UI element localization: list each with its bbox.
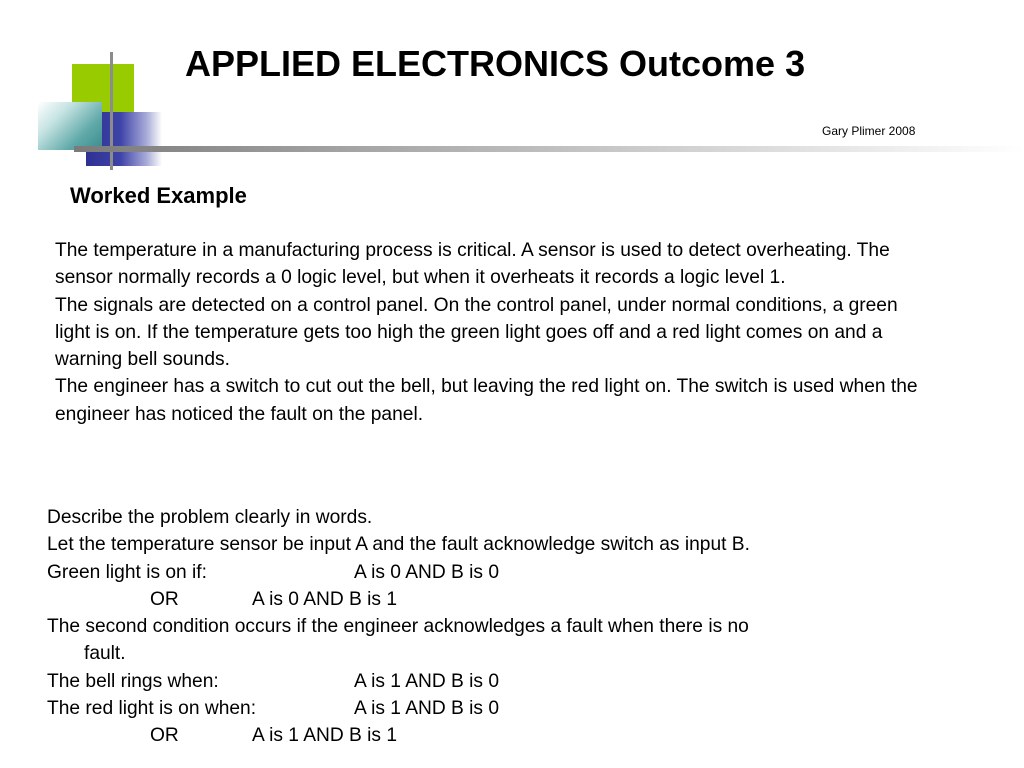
second-condition-continuation: fault. [84, 643, 126, 665]
description-intro: Describe the problem clearly in words. [47, 507, 373, 528]
red-light-label: The red light is on when: [47, 698, 257, 720]
inputs-definition: Let the temperature sensor be input A and the fault acknowledge switch as input B. [47, 534, 750, 556]
bell-condition: A is 1 AND B is 0 [354, 670, 500, 692]
red-light-or-row [47, 722, 947, 749]
problem-paragraph: The signals are detected on a control panel. On the control panel, under normal conditions, a green light is on. If the temperature gets too high the green light goes off and a red light comes on and a warning bell sounds. [55, 294, 898, 371]
slide-logo-decoration [0, 0, 180, 180]
teal-square-shape [38, 102, 102, 150]
problem-description [47, 504, 947, 750]
red-light-row [47, 695, 947, 722]
author-credit: Gary Plimer 2008 [822, 124, 916, 138]
green-light-or-row [47, 586, 947, 613]
problem-statement [55, 237, 925, 428]
red-light-condition-alt: A is 1 AND B is 1 [252, 725, 398, 747]
red-light-condition: A is 1 AND B is 0 [354, 698, 500, 720]
problem-paragraph: The temperature in a manufacturing process is critical. A sensor is used to detect overheating. The sensor normally records a 0 logic level, but when it overheats it records a logic level 1. [55, 240, 890, 289]
problem-paragraph: The engineer has a switch to cut out the bell, but leaving the red light on. The switch is used when the engineer has noticed the fault on the panel. [55, 376, 918, 425]
bell-row [47, 668, 947, 695]
bell-label: The bell rings when: [47, 670, 219, 692]
header-divider-line [74, 146, 1024, 152]
green-light-row [47, 559, 947, 586]
green-light-label: Green light is on if: [47, 561, 207, 583]
or-keyword: OR [150, 588, 179, 610]
section-subtitle: Worked Example [70, 183, 247, 208]
vertical-divider-line [110, 52, 113, 170]
green-light-condition-alt: A is 0 AND B is 1 [252, 588, 398, 610]
slide-title: APPLIED ELECTRONICS Outcome 3 [185, 43, 806, 84]
second-condition-line: The second condition occurs if the engineer acknowledges a fault when there is no [47, 616, 749, 638]
green-light-condition: A is 0 AND B is 0 [354, 561, 500, 583]
or-keyword: OR [150, 725, 179, 747]
